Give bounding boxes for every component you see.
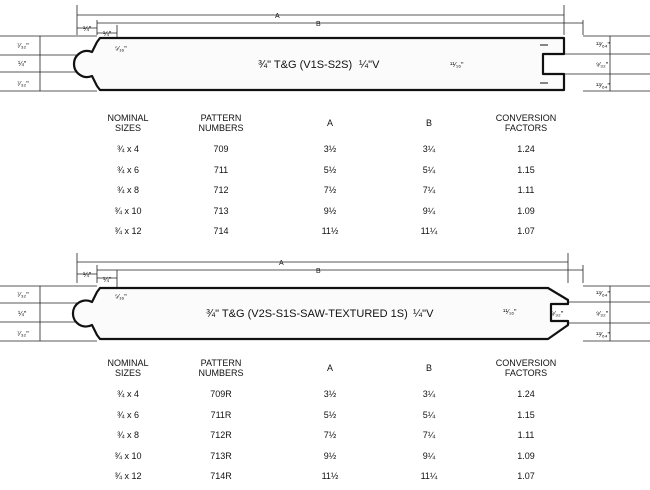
dim-label-a: A [279, 260, 284, 267]
header-a: A [326, 118, 333, 128]
dim-label-left-top: ¼" [83, 272, 92, 279]
table-cell-factor: 1.11 [517, 430, 535, 440]
table-cell-b: 11¼ [420, 471, 438, 481]
table-cell-factor: 1.07 [517, 471, 535, 481]
header-text: CONVERSION [495, 358, 557, 368]
table-cell-b: 5¼ [422, 409, 436, 420]
table-cell-pattern: 709R [210, 389, 232, 399]
dim-label-right-mid: ⁹⁄₃₂" [596, 62, 609, 69]
dim-label-right-top: ¹³⁄₆₄" [596, 291, 610, 298]
table-cell-factor: 1.24 [517, 389, 535, 399]
header-text: FACTORS [504, 123, 548, 133]
profile-section-2 [0, 245, 650, 490]
dim-label-side-top: ⁷⁄₃₂" [17, 292, 29, 299]
table-cell-factor: 1.09 [517, 205, 535, 216]
table-cell-size: ¾ x 8 [116, 430, 139, 440]
table-cell-b: 9¼ [422, 205, 436, 216]
table-cell-pattern: 714R [210, 471, 232, 481]
table-cell-pattern: 711 [213, 164, 229, 175]
table-cell-a: 3½ [323, 144, 337, 154]
table-cell-size: ¾ x 12 [114, 471, 142, 481]
table-cell-a: 9½ [323, 205, 337, 216]
table-cell-pattern: 714 [213, 226, 229, 236]
dim-label-right-bot: ¹³⁄₆₄" [596, 332, 610, 339]
header-text: PATTERN [200, 358, 242, 368]
profile-caption: ¾" T&G (V1S-S2S) [258, 59, 353, 71]
header-conversion-factors [471, 358, 581, 380]
header-b: B [425, 363, 432, 373]
table-cell-b: 3¼ [422, 389, 436, 399]
header-text: NOMINAL [107, 358, 149, 368]
table-cell-b: 3¼ [422, 144, 436, 154]
table-cell-factor: 1.15 [517, 409, 535, 420]
dim-label-tongue: ⁵⁄₁₆" [115, 46, 127, 53]
table-cell-pattern: 711R [210, 409, 232, 420]
table-cell-size: ¾ x 10 [114, 205, 142, 216]
header-text: NOMINAL [107, 113, 149, 123]
dim-label-groove: ⁹⁄₃₂" [551, 311, 564, 318]
table-cell-size: ¾ x 10 [114, 450, 142, 461]
table-cell-pattern: 713 [213, 205, 229, 216]
table-cell-factor: 1.11 [517, 185, 535, 195]
table-cell-a: 5½ [323, 409, 337, 420]
dim-label-b: B [316, 21, 321, 28]
dim-label-side-bot: ⁷⁄₃₂" [17, 331, 29, 338]
spec-table-1 [0, 110, 650, 245]
table-cell-pattern: 709 [213, 144, 229, 154]
table-cell-size: ¾ x 4 [116, 144, 139, 154]
header-a: A [326, 363, 333, 373]
table-cell-a: 9½ [323, 450, 337, 461]
table-cell-b: 5¼ [422, 164, 436, 175]
dim-label-tongue: ⁵⁄₁₆" [115, 294, 127, 301]
table-cell-pattern: 713R [210, 450, 232, 461]
table-cell-a: 3½ [323, 389, 337, 399]
dim-label-left-top: ¼" [83, 26, 92, 33]
dim-label-a: A [275, 13, 280, 20]
table-cell-a: 7½ [323, 430, 337, 440]
dim-label-left-inner: ¼" [103, 277, 112, 284]
header-text: SIZES [114, 368, 141, 378]
header-b: B [425, 118, 432, 128]
table-cell-size: ¾ x 4 [116, 389, 139, 399]
table-cell-b: 7¼ [422, 430, 436, 440]
dim-label-thickness: ¹¹⁄₁₆" [450, 62, 464, 69]
table-cell-a: 11½ [321, 471, 339, 481]
profile-drawing-2 [0, 245, 650, 355]
header-text: NUMBERS [198, 123, 244, 133]
profile-caption: ¾" T&G (V2S-S1S-SAW-TEXTURED 1S) [206, 308, 408, 320]
table-cell-b: 9¼ [422, 450, 436, 461]
table-cell-size: ¾ x 6 [116, 164, 139, 175]
profile-drawing-1 [0, 0, 650, 110]
spec-table-2 [0, 355, 650, 490]
dim-label-side-mid: ¼" [18, 61, 27, 68]
table-cell-factor: 1.09 [517, 450, 535, 461]
table-cell-b: 11¼ [420, 226, 438, 236]
table-cell-size: ¾ x 6 [116, 409, 139, 420]
profile-caption-v: ¼"V [359, 59, 380, 71]
dim-label-right-top: ¹³⁄₆₄" [596, 42, 610, 49]
dim-label-right-mid: ⁹⁄₃₂" [596, 311, 609, 318]
dim-label-side-mid: ¼" [18, 311, 27, 318]
table-cell-size: ¾ x 8 [116, 185, 139, 195]
table-cell-factor: 1.24 [517, 144, 535, 154]
profile-caption-v: ¼"V [413, 308, 434, 320]
table-cell-a: 5½ [323, 164, 337, 175]
header-conversion-factors [471, 113, 581, 135]
header-text: SIZES [114, 123, 141, 133]
table-cell-a: 11½ [321, 226, 339, 236]
header-text: NUMBERS [198, 368, 244, 378]
table-cell-a: 7½ [323, 185, 337, 195]
table-cell-factor: 1.15 [517, 164, 535, 175]
table-cell-b: 7¼ [422, 185, 436, 195]
header-text: CONVERSION [495, 113, 557, 123]
header-text: PATTERN [200, 113, 242, 123]
header-pattern-numbers [166, 358, 276, 380]
table-cell-size: ¾ x 12 [114, 226, 142, 236]
dim-label-side-bot: ⁷⁄₃₂" [17, 81, 29, 88]
dim-label-left-inner: ¼" [103, 31, 112, 38]
dim-label-side-top: ⁷⁄₃₂" [17, 43, 29, 50]
table-cell-pattern: 712R [210, 430, 232, 440]
dim-label-right-bot: ¹³⁄₆₄" [596, 83, 610, 90]
table-cell-factor: 1.07 [517, 226, 535, 236]
header-pattern-numbers [166, 113, 276, 135]
dim-label-thickness: ¹¹⁄₁₆" [503, 309, 517, 316]
header-text: FACTORS [504, 368, 548, 378]
dim-label-b: B [316, 268, 321, 275]
table-cell-pattern: 712 [213, 185, 229, 195]
